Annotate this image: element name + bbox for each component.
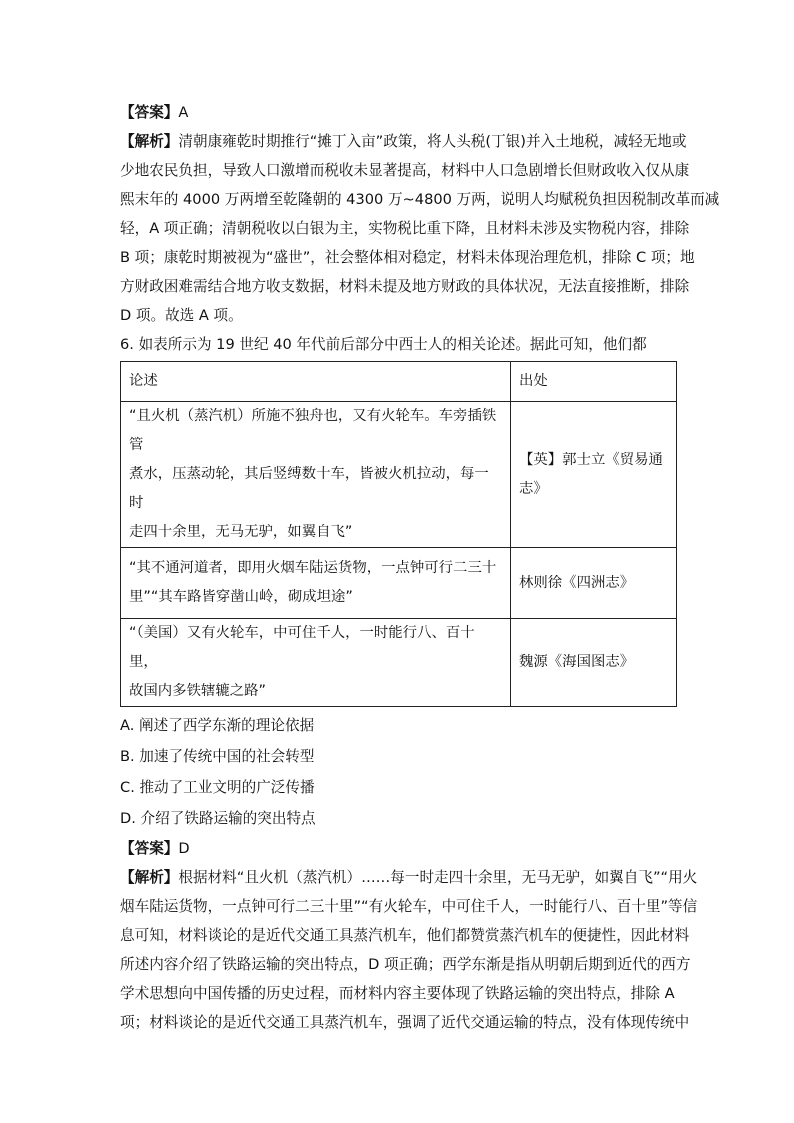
- table-cell-source: 【英】郭士立《贸易通 志》: [511, 402, 677, 548]
- q6-question: 6. 如表所示为 19 世纪 40 年代前后部分中西士人的相关论述。据此可知，他们都: [120, 336, 647, 353]
- q6-options: [120, 710, 678, 834]
- analysis-line: 【解析】根据材料“且火机（蒸汽机）……每一时走四十余里，无马无驴，如翼自飞”“用火: [120, 869, 698, 886]
- q5-analysis: [120, 127, 720, 330]
- analysis-line: 轻，A 项正确；清朝税收以白银为主，实物税比重下降，且材料未涉及实物税内容，排除: [120, 220, 690, 237]
- answer-value: D: [178, 840, 190, 857]
- q6-analysis: [120, 863, 698, 1037]
- analysis-line: 少地农民负担，导致人口激增而税收未显著提高，材料中人口急剧增长但财政收入仅从康: [120, 162, 690, 179]
- analysis-line: 熙末年的 4000 万两增至乾隆朝的 4300 万~4800 万两，说明人均赋税负担因税制改革而减: [120, 191, 720, 208]
- table-cell-statement: “且火机（蒸汽机）所施不独舟也，又有火轮车。车旁插铁管 煮水，压蒸动轮，其后竖缚数十车，皆被火机拉动，每一时 走四十余里，无马无驴，如翼自飞”: [121, 402, 511, 548]
- answer-value: A: [178, 104, 189, 121]
- option-c: C. 推动了工业文明的广泛传播: [120, 779, 315, 796]
- answer-label: 【答案】: [120, 840, 179, 857]
- table-row: [121, 402, 677, 548]
- table-row: [121, 548, 677, 619]
- analysis-line: 烟车陆运货物，一点钟可行二三十里”“有火轮车，中可住千人，一时能行八、百十里”等信: [120, 898, 698, 915]
- analysis-line: D 项。故选 A 项。: [120, 307, 243, 324]
- source-table: [120, 361, 677, 707]
- table-cell-statement: “其不通河道者，即用火烟车陆运货物，一点钟可行二三十 里”“其车路皆穿凿山岭，砌成坦途”: [121, 548, 511, 619]
- table-cell-source: 林则徐《四洲志》: [511, 548, 677, 619]
- table-cell-source: 魏源《海国图志》: [511, 619, 677, 707]
- analysis-label: 【解析】: [120, 869, 179, 886]
- table-header-statement: 论述: [121, 362, 511, 402]
- table-row: [121, 619, 677, 707]
- table-cell-statement: “（美国）又有火轮车，中可住千人，一时能行八、百十里， 故国内多铁辖辘之路”: [121, 619, 511, 707]
- analysis-line: 方财政困难需结合地方收支数据，材料未提及地方财政的具体状况，无法直接推断，排除: [120, 278, 690, 295]
- answer-label: 【答案】: [120, 104, 179, 121]
- option-b: B. 加速了传统中国的社会转型: [120, 748, 315, 765]
- analysis-line: 所述内容介绍了铁路运输的突出特点，D 项正确；西学东渐是指从明朝后期到近代的西方: [120, 956, 691, 973]
- analysis-line: B 项；康乾时期被视为“盛世”，社会整体相对稳定，材料未体现治理危机，排除 C 项；地: [120, 249, 695, 266]
- table-header-row: [121, 362, 677, 402]
- analysis-label: 【解析】: [120, 133, 179, 150]
- table-header-source: 出处: [511, 362, 677, 402]
- analysis-line: 息可知，材料谈论的是近代交通工具蒸汽机车，他们都赞赏蒸汽机车的便捷性，因此材料: [120, 927, 690, 944]
- option-d: D. 介绍了铁路运输的突出特点: [120, 810, 316, 827]
- analysis-line: 【解析】清朝康雍乾时期推行“摊丁入亩”政策，将人头税(丁银)并入土地税，减轻无地或: [120, 133, 687, 150]
- q5-answer: [120, 98, 678, 127]
- q6-answer: [120, 834, 678, 863]
- analysis-line: 学术思想向中国传播的历史过程，而材料内容主要体现了铁路运输的突出特点，排除 A: [120, 985, 675, 1002]
- option-a: A. 阐述了西学东渐的理论依据: [120, 717, 315, 734]
- document-page: [120, 98, 720, 1037]
- analysis-line: 项；材料谈论的是近代交通工具蒸汽机车，强调了近代交通运输的特点，没有体现传统中: [120, 1014, 690, 1031]
